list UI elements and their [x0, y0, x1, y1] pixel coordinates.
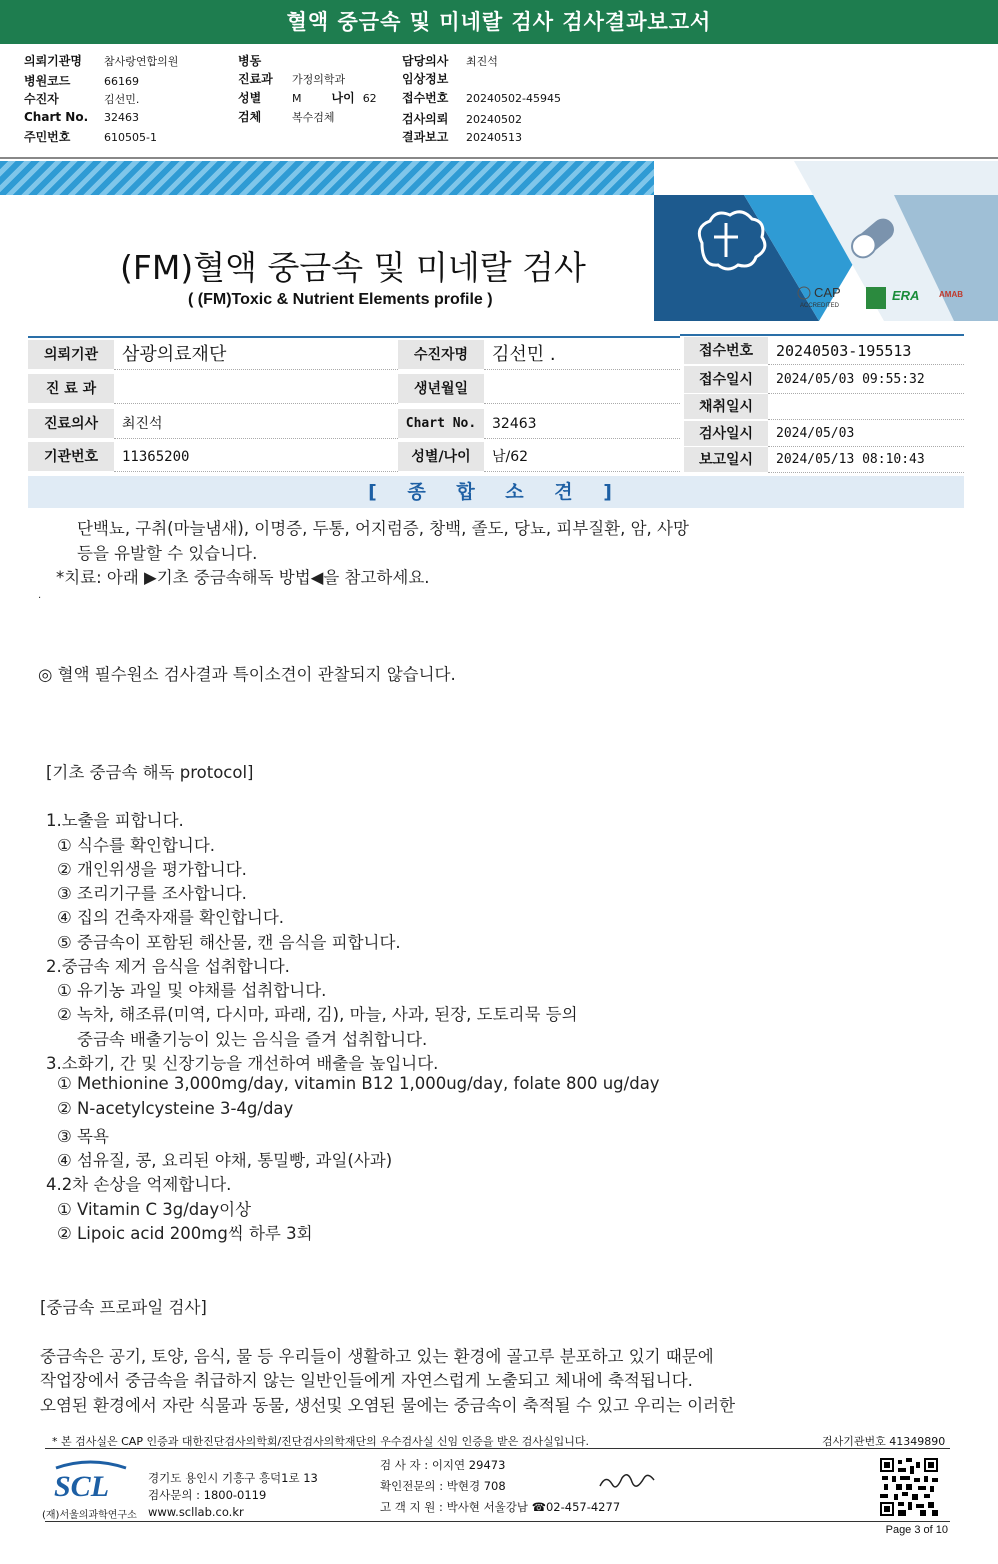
summary-section-title: [ 종 합 소 견 ] — [28, 476, 964, 508]
hdr-field: 검사의뢰 20240502 — [402, 112, 522, 126]
body-line: ④ 섬유질, 콩, 요리된 야채, 통밀빵, 과일(사과) — [57, 1151, 393, 1170]
info-key: 접수번호 — [684, 337, 768, 365]
report-subtitle: ( (FM)Toxic & Nutrient Elements profile ) — [188, 291, 493, 308]
page-number: Page 3 of 10 — [885, 1524, 948, 1536]
hdr-field: 병원코드 66169 — [24, 74, 139, 88]
body-line: ① Vitamin C 3g/day이상 — [57, 1200, 252, 1219]
footer-cert-note: * 본 검사실은 CAP 인증과 대한진단검사의학회/진단검사의학재단의 우수검사실 신임 인증을 받은 검사실입니다. — [52, 1435, 590, 1448]
qr-code — [880, 1458, 938, 1516]
info-key: 접수일시 — [684, 366, 768, 394]
hdr-field: 임상정보 — [402, 72, 449, 86]
info-key: 성별/나이 — [398, 442, 484, 472]
svg-text:ACCREDITED: ACCREDITED — [800, 303, 840, 309]
info-key: 기관번호 — [28, 442, 114, 472]
report-title: (FM)혈액 중금속 및 미네랄 검사 — [120, 248, 586, 287]
body-line: 1.노출을 피합니다. — [46, 811, 184, 830]
support-info: 고 객 지 원 : 박사현 서울강남 ☎02-457-4277 — [380, 1500, 621, 1514]
org-website: www.scllab.co.kr — [148, 1505, 244, 1519]
hdr-field: 담당의사 최진석 — [402, 54, 498, 68]
body-line: 등을 유발할 수 있습니다. — [77, 544, 258, 563]
info-value-chart: 32463 — [484, 409, 680, 439]
amab-logo — [939, 290, 963, 299]
body-line: ① 식수를 확인합니다. — [57, 836, 216, 855]
body-line: ② Lipoic acid 200mg씩 하루 3회 — [57, 1224, 313, 1243]
info-key: 수진자명 — [398, 340, 484, 370]
hdr-field: 주민번호 610505-1 — [24, 130, 157, 144]
footer-divider — [45, 1448, 950, 1449]
hdr-field: 결과보고 20240513 — [402, 130, 522, 144]
info-table-top-rule-right — [680, 334, 964, 336]
info-key: 진 료 과 — [28, 374, 114, 404]
signature — [596, 1470, 658, 1494]
org-address: 경기도 용인시 기흥구 흥덕1로 13 — [148, 1471, 318, 1485]
info-key: 검사일시 — [684, 421, 768, 447]
info-key: 진료의사 — [28, 409, 114, 439]
info-value-dept — [114, 374, 398, 404]
hdr-field: 수진자 김선민. — [24, 92, 140, 106]
body-line: ⑤ 중금속이 포함된 해산물, 캔 음식을 피합니다. — [57, 933, 401, 952]
body-line: *치료: 아래 ▶기초 중금속해독 방법◀을 참고하세요. — [56, 568, 430, 587]
scl-logo — [50, 1458, 130, 1502]
info-value-sex-age: 남/62 — [484, 442, 680, 472]
hdr-field: 접수번호 20240502-45945 — [402, 91, 561, 105]
hdr-field: 진료과 가정의학과 — [238, 72, 346, 86]
org-name: (재)서울의과학연구소 — [42, 1510, 137, 1521]
body-line: 중금속 배출기능이 있는 음식을 즐겨 섭취합니다. — [77, 1030, 428, 1049]
body-line: . — [38, 590, 42, 601]
body-line: ① Methionine 3,000mg/day, vitamin B12 1,000ug/day, folate 800 ug/day — [57, 1074, 660, 1093]
info-key: Chart No. — [398, 409, 484, 439]
body-line: ② N-acetylcysteine 3-4g/day — [57, 1099, 294, 1118]
header-info-block — [0, 44, 998, 159]
info-value-receipt-no: 20240503-195513 — [768, 337, 964, 365]
info-value-collect-time — [768, 394, 964, 420]
body-line: 오염된 환경에서 자란 식물과 동물, 생선및 오염된 물에는 중금속이 축적될 수 있고 우리는 이러한 — [40, 1396, 736, 1415]
tester-info: 검 사 자 : 이지연 29473 — [380, 1458, 506, 1472]
body-line: 4.2차 손상을 억제합니다. — [46, 1175, 232, 1194]
org-contact: 검사문의 : 1800-0119 — [148, 1488, 267, 1502]
info-value-patient: 김선민 . — [484, 340, 680, 370]
body-line: 3.소화기, 간 및 신장기능을 개선하여 배출을 높입니다. — [46, 1054, 439, 1073]
specialist-info: 확인전문의 : 박현경 708 — [380, 1479, 506, 1493]
footer-lab-no: 검사기관번호 41349890 — [822, 1435, 946, 1448]
lm-logo — [866, 287, 886, 309]
protocol-heading: [기초 중금속 해독 protocol] — [46, 763, 254, 782]
info-value-birth — [484, 374, 680, 404]
body-line: ③ 조리기구를 조사합니다. — [57, 884, 247, 903]
svg-text:AMAB: AMAB — [939, 290, 963, 299]
info-value-report-time: 2024/05/13 08:10:43 — [768, 447, 964, 473]
info-value-inst-no: 11365200 — [114, 442, 398, 472]
info-key: 의뢰기관 — [28, 340, 114, 370]
body-line: 중금속은 공기, 토양, 음식, 물 등 우리들이 생활하고 있는 환경에 골고루 분포하고 있기 때문에 — [40, 1347, 714, 1366]
body-line: ② 녹차, 해조류(미역, 다시마, 파래, 김), 마늘, 사과, 된장, 도토리묵 등의 — [57, 1005, 578, 1024]
svg-text:CAP: CAP — [814, 285, 841, 300]
svg-text:ERA: ERA — [892, 288, 920, 303]
body-line: 단백뇨, 구취(마늘냄새), 이명증, 두통, 어지럼증, 창백, 졸도, 당뇨, 피부질환, 암, 사망 — [77, 519, 689, 538]
body-line: ④ 집의 건축자재를 확인합니다. — [57, 908, 285, 927]
info-key: 채취일시 — [684, 394, 768, 420]
hdr-field: 병동 — [238, 54, 262, 68]
hdr-field: 성별 M 나이 62 — [238, 91, 377, 105]
info-value-institution: 삼광의료재단 — [114, 340, 398, 370]
info-value-doctor: 최진석 — [114, 409, 398, 439]
info-key: 보고일시 — [684, 447, 768, 473]
info-key: 생년월일 — [398, 374, 484, 404]
hdr-field: Chart No. 32463 — [24, 110, 139, 124]
footer-divider-bottom — [45, 1521, 950, 1522]
body-line: ③ 목욕 — [57, 1127, 109, 1146]
body-line: 2.중금속 제거 음식을 섭취합니다. — [46, 957, 290, 976]
info-table-top-rule — [28, 336, 680, 338]
era-logo — [892, 288, 919, 303]
profile-heading: [중금속 프로파일 검사] — [40, 1298, 207, 1317]
svg-text:SCL: SCL — [54, 1470, 110, 1502]
hdr-field: 검체 복수검체 — [238, 110, 335, 124]
info-value-receipt-time: 2024/05/03 09:55:32 — [768, 366, 964, 394]
body-line: 작업장에서 중금속을 취급하지 않는 일반인들에게 자연스럽게 노출되고 체내에 축적됩니다. — [40, 1371, 693, 1390]
info-value-test-date: 2024/05/03 — [768, 421, 964, 447]
report-header-graphic — [654, 161, 998, 321]
report-banner-title: 혈액 중금속 및 미네랄 검사 검사결과보고서 — [0, 0, 998, 44]
hdr-field: 의뢰기관명 참사랑연합의원 — [24, 54, 179, 68]
body-line: ◎ 혈액 필수원소 검사결과 특이소견이 관찰되지 않습니다. — [38, 665, 456, 684]
body-line: ② 개인위생을 평가합니다. — [57, 860, 247, 879]
body-line: ① 유기농 과일 및 야채를 섭취합니다. — [57, 981, 327, 1000]
